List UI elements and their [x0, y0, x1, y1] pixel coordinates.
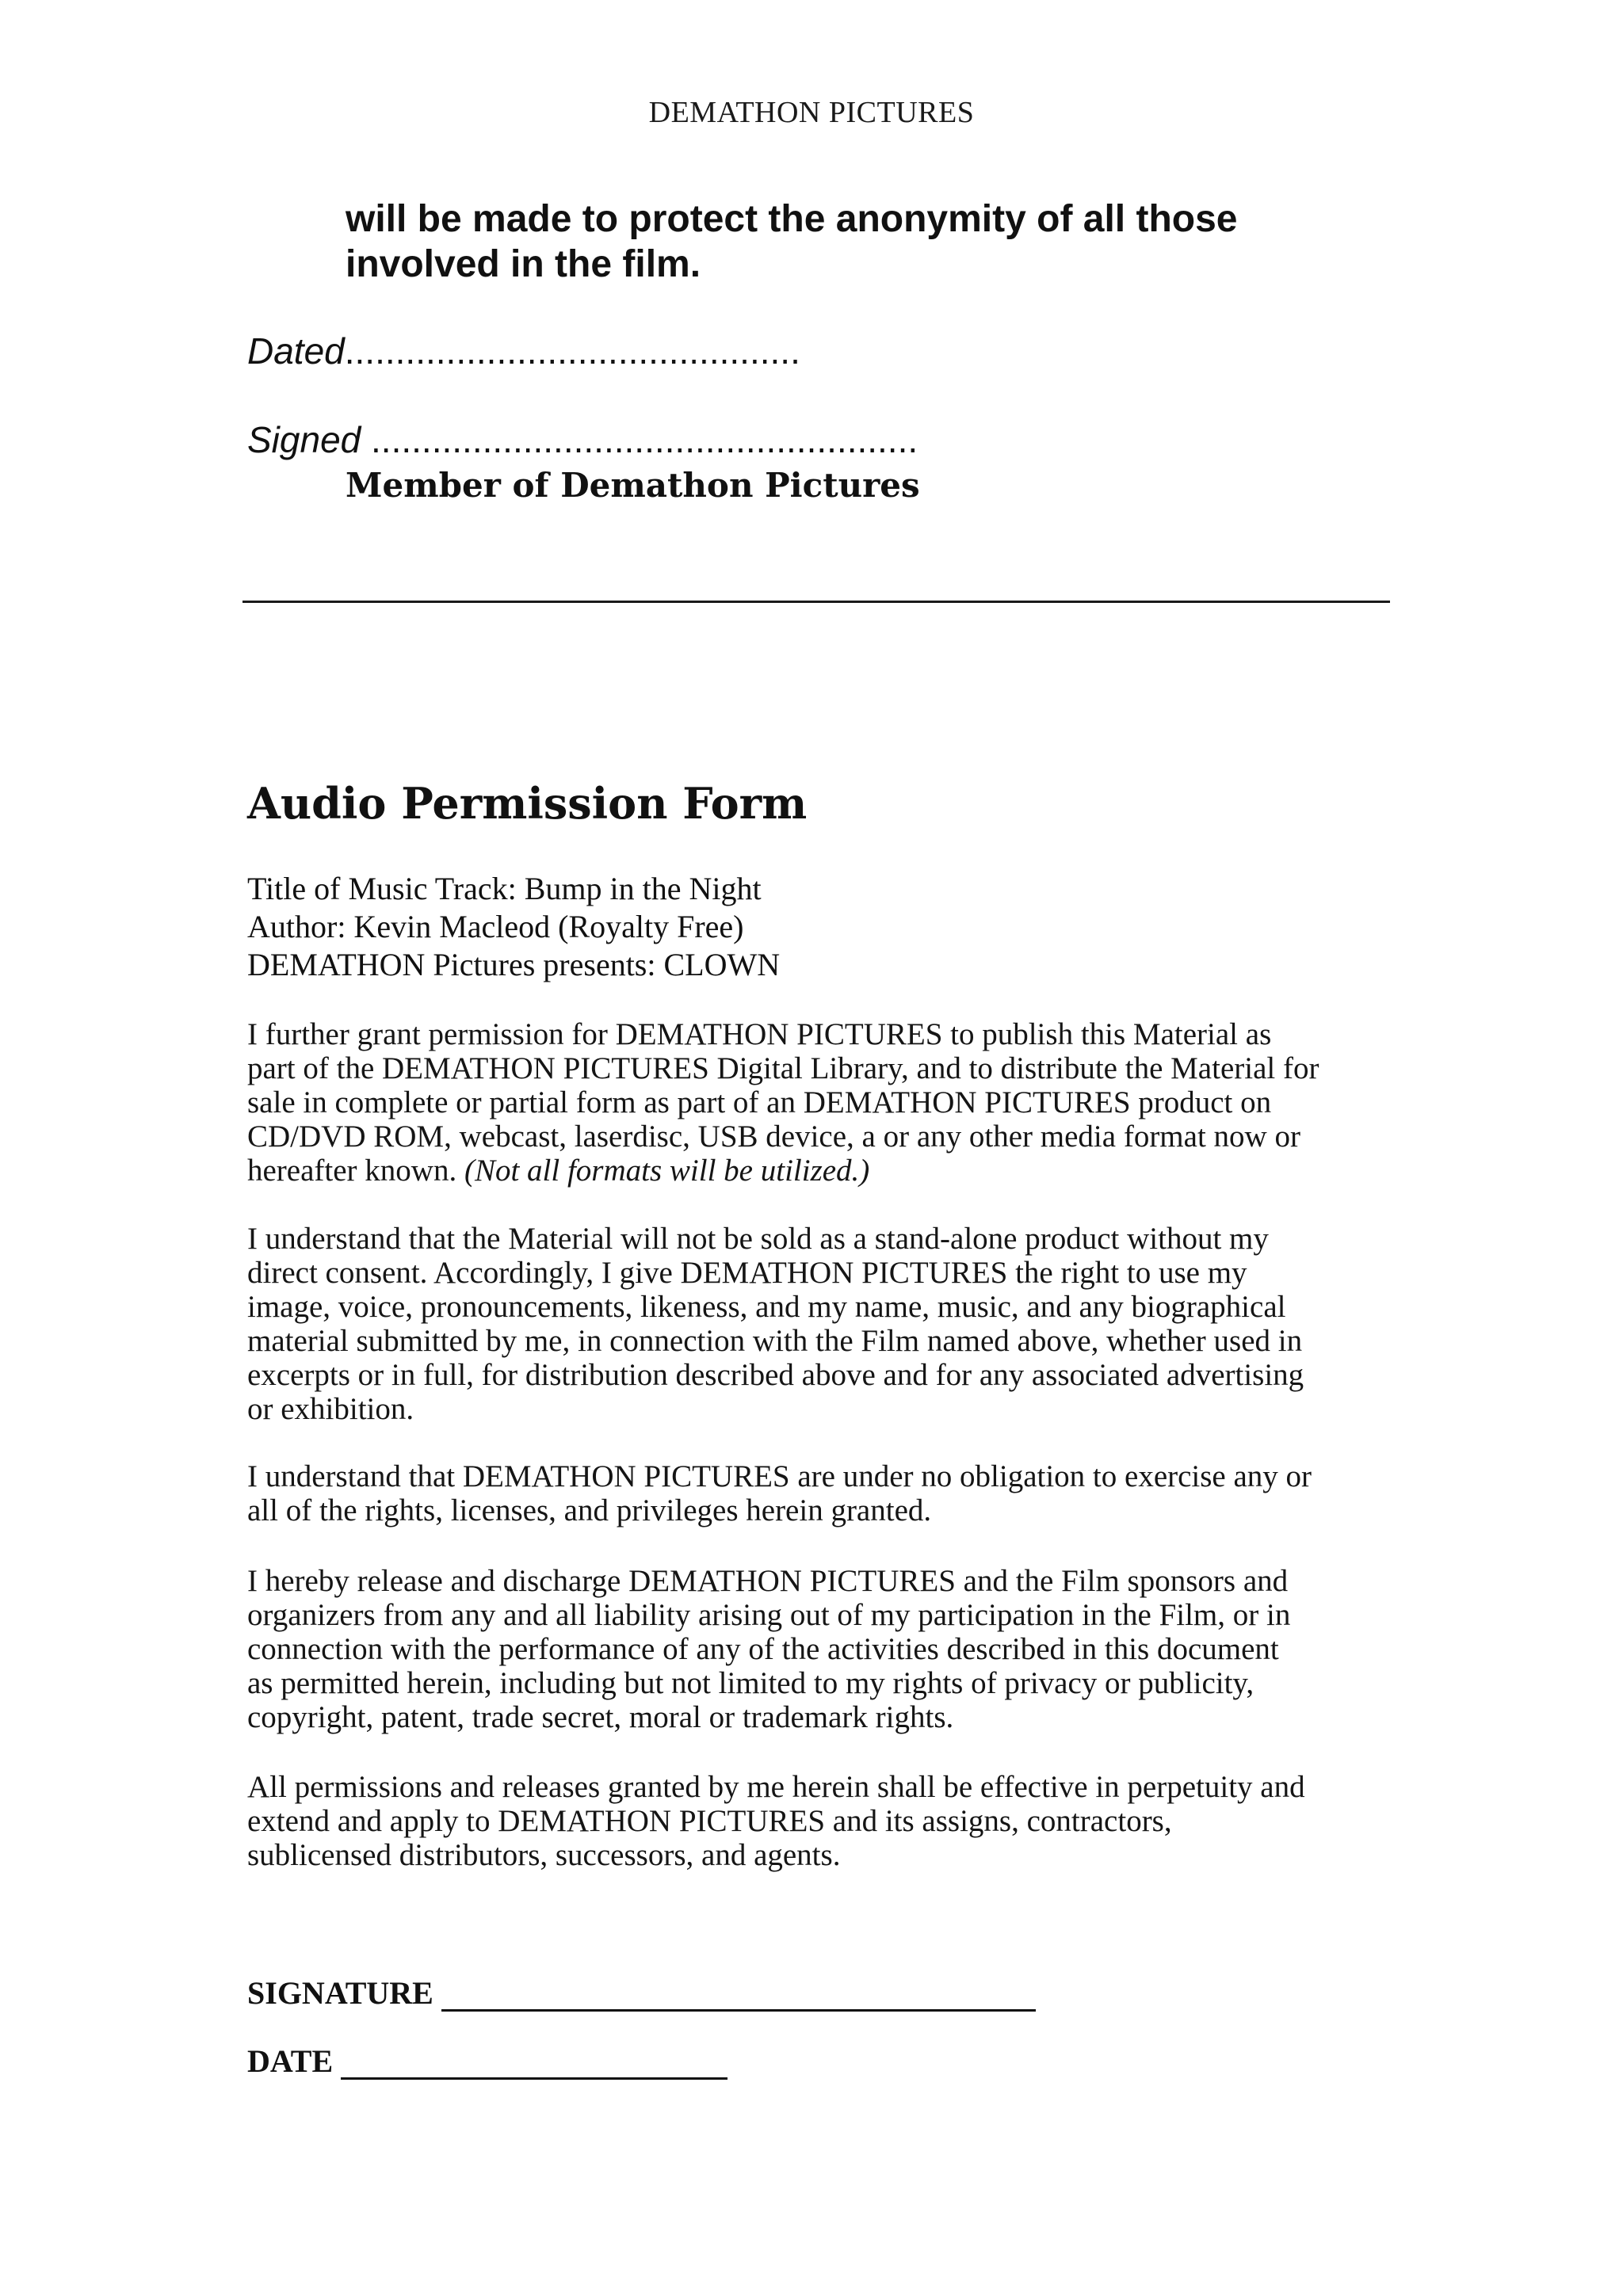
anonymity-statement: [346, 196, 1376, 287]
paragraph-line: connection with the performance of any of the activities described in this document: [247, 1632, 1279, 1666]
form-title: Audio Permission Form: [247, 778, 808, 829]
paragraph-line: organizers from any and all liability arising out of my participation in the Film, or in: [247, 1598, 1291, 1632]
dated-field: [247, 330, 800, 372]
paragraph-perpetuity: [247, 1770, 1396, 1872]
paragraph-line: all of the rights, licenses, and privileges herein granted.: [247, 1493, 932, 1527]
paragraph-line: image, voice, pronouncements, likeness, and my name, music, and any biographical: [247, 1290, 1286, 1324]
dated-dots: .............................................: [344, 330, 800, 372]
paragraph-line: or exhibition.: [247, 1392, 414, 1426]
paragraph-line: sale in complete or partial form as part of an DEMATHON PICTURES product on: [247, 1085, 1272, 1119]
anonymity-line-2: involved in the film.: [346, 243, 701, 285]
signature-field: [247, 1974, 1036, 2012]
paragraph-line: extend and apply to DEMATHON PICTURES and its assigns, contractors,: [247, 1804, 1172, 1838]
signed-label: Signed: [247, 419, 361, 460]
signed-dots: ......................................................: [361, 419, 918, 460]
paragraph-release-liability: [247, 1564, 1396, 1734]
signed-field: [247, 418, 918, 461]
paragraph-line: part of the DEMATHON PICTURES Digital Library, and to distribute the Material for: [247, 1051, 1319, 1085]
paragraph-line: excerpts or in full, for distribution described above and for any associated advertising: [247, 1358, 1304, 1392]
paragraph-line: I further grant permission for DEMATHON PICTURES to publish this Material as: [247, 1017, 1272, 1051]
paragraph-line: copyright, patent, trade secret, moral or trademark rights.: [247, 1700, 954, 1734]
signature-label: SIGNATURE: [247, 1975, 433, 2011]
section-divider: [242, 601, 1390, 603]
date-label: DATE: [247, 2043, 334, 2079]
track-info: [247, 870, 780, 984]
paragraph-line-plain: hereafter known.: [247, 1154, 464, 1188]
paragraph-line: All permissions and releases granted by me herein shall be effective in perpetuity and: [247, 1770, 1305, 1804]
paragraph-line: sublicensed distributors, successors, and agents.: [247, 1838, 841, 1872]
track-title: Title of Music Track: Bump in the Night: [247, 871, 762, 906]
dated-label: Dated: [247, 330, 345, 372]
paragraph-line: [247, 1154, 1396, 1188]
paragraph-line: material submitted by me, in connection with the Film named above, whether used in: [247, 1324, 1303, 1358]
paragraph-line: I hereby release and discharge DEMATHON PICTURES and the Film sponsors and: [247, 1564, 1289, 1598]
paragraph-usage-rights: [247, 1222, 1396, 1426]
signature-line[interactable]: [441, 1979, 1036, 2012]
date-line[interactable]: [341, 2047, 727, 2080]
paragraph-line-italic: (Not all formats will be utilized.): [464, 1154, 870, 1188]
paragraph-line: as permitted herein, including but not limited to my rights of privacy or publicity,: [247, 1666, 1254, 1700]
member-caption: Member of Demathon Pictures: [346, 466, 920, 505]
paragraph-line: I understand that DEMATHON PICTURES are under no obligation to exercise any or: [247, 1459, 1312, 1493]
paragraph-line: direct consent. Accordingly, I give DEMATHON PICTURES the right to use my: [247, 1256, 1247, 1290]
anonymity-line-1: will be made to protect the anonymity of all those: [346, 198, 1238, 240]
paragraph-publishing-permission: [247, 1017, 1396, 1188]
track-author: Author: Kevin Macleod (Royalty Free): [247, 909, 744, 944]
date-field: [247, 2042, 727, 2080]
paragraph-no-obligation: [247, 1459, 1396, 1527]
paragraph-line: CD/DVD ROM, webcast, laserdisc, USB device, a or any other media format now or: [247, 1119, 1300, 1154]
production-title: DEMATHON Pictures presents: CLOWN: [247, 947, 781, 982]
paragraph-line: I understand that the Material will not be sold as a stand-alone product without my: [247, 1222, 1269, 1256]
running-header: DEMATHON PICTURES: [648, 96, 975, 129]
